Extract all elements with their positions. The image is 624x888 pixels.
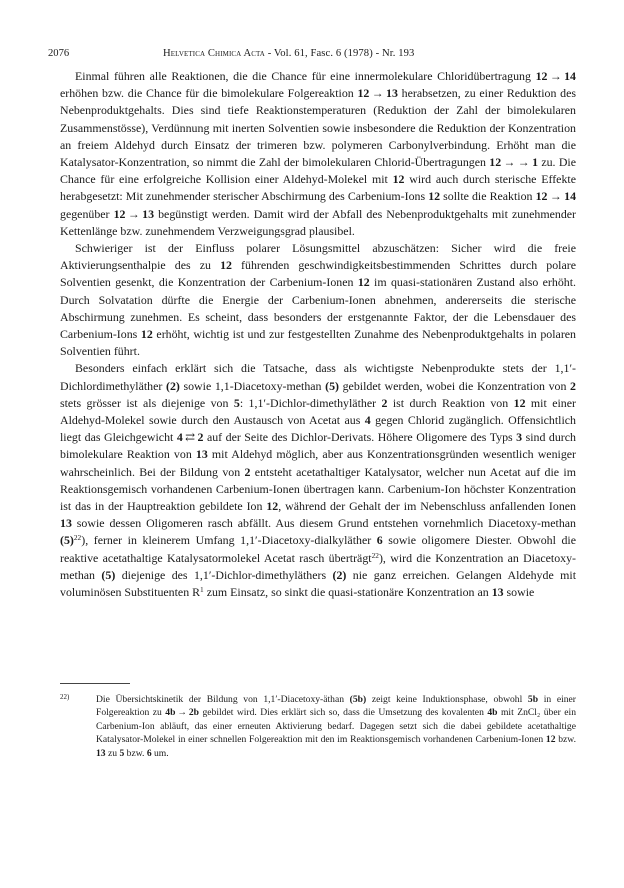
text-run: ⇄ [182,430,198,445]
text-run: wird auch durch sterische Effekte herabgesetzt: Mit zunehmender sterischer Abschirmung des Carbenium-Ions [60,172,576,204]
text-run: zu. Die Chance für eine erfolgreiche Kollision einer Aldehyd-Molekel mit [60,155,576,187]
compound-ref: 6 [146,747,152,759]
compound-ref: 4 [364,413,371,428]
compound-ref: 2 [570,378,576,393]
footnote-rule [60,683,130,684]
compound-ref: 5 [119,747,125,759]
text-run: : 1,1′-Dichlor-dimethyläther [239,395,382,410]
text-run: Einmal führen alle Reaktionen, die die Chance für eine innermolekulare Chloridübertragung [75,69,536,83]
volume-info: - Vol. 61, Fasc. 6 (1978) - Nr. 193 [267,48,415,59]
paragraph [60,360,576,601]
text-run: mit Aldehyd möglich, aber aus Konzentrationsgründen wesentlich weniger wahrscheinlich. Bei der Bildung von [60,447,577,479]
text-run: , während der Gehalt der im Nebenschluss anfallenden Ionen [278,499,576,514]
compound-ref: (5) [101,567,116,582]
footnote-text [96,693,576,760]
text-run: gebildet werden, wobei die Konzentration von [338,378,571,393]
text-run: sollte die Reaktion [440,189,536,204]
compound-ref: 14 [564,189,577,204]
compound-ref: 13 [142,206,155,221]
text-run: → [369,86,387,101]
text-run: bzw. [124,747,147,759]
text-run: entsteht acetathaltiger Katalysator, welcher nun Acetat auf die im Reaktionsgemisch vorhandenen Carbenium-Ionen übertragen kann. Carbenium-Ion höchster Konzentration ist das in der Hauptreaktion gebildete Ion [60,464,576,514]
compound-ref: 12 [266,499,279,514]
text-run: ), wird die Konzentration an Diacetoxy-methan [60,550,577,582]
compound-ref: 12 [489,155,502,170]
compound-ref: 12 [392,172,405,187]
text-run: begünstigt werden. Damit wird der Abfall des Nebenproduktgehalts mit zunehmender Kettenlänge bzw. zunehmendem Verzweigungsgrad plausibel. [60,206,577,238]
compound-ref: (2) [332,567,347,582]
compound-ref: (5b) [349,694,367,705]
text-run: mit einer Aldehyd-Molekel sowie durch den Austausch von Acetat aus [60,395,576,428]
paragraph [60,68,576,240]
journal-citation [163,47,414,61]
text-run: herabsetzen, zu einer Reduktion des Nebenproduktgehalts. Dies sind tiefe Reaktionstemperaturen (Reduktion der Zahl der bimolekularen Zusammenstösse), Verdünnung mit inerten Solventien sowie insbesondere die Reduktion der Konzentration an freiem Aldehyd durch Einsatz der trimeren bzw. polymeren Carbonylverbindung. Erhöht man die Katalysator-Konzentration, so nimmt die Zahl der bimolekularen Chlorid-Übertragungen [60,86,576,170]
compound-ref: 13 [386,86,398,101]
text-run: diejenige des 1,1′-Dichlor-dimethyläthers [115,567,333,582]
compound-ref: 2b [188,707,199,719]
journal-name: Helvetica Chimica Acta [163,48,265,59]
text-run: sind durch bimolekulare Reaktion von [60,430,576,462]
footnote-marker: 22) [60,693,70,701]
paragraph [60,240,576,360]
text-run: zeigt keine Induktionsphase, obwohl [366,694,528,705]
compound-ref: 14 [564,69,576,83]
text-run: in einer Folgereaktion zu [96,694,576,719]
text-run: Schwieriger ist der Einfluss polarer Lösungsmittel abzuschätzen: Sicher wird die freie Aktivierungsenthalpie des zu [60,241,576,273]
text-run: Die Übersichtskinetik der Bildung von 1,1′-Diacetoxy-äthan [96,694,350,705]
text-run: auf der Seite des Dichlor-Derivats. Höhere Oligomere des Typs [203,430,517,445]
compound-ref: 5 [233,395,240,410]
compound-ref: 2 [381,395,388,410]
text-run: bzw. [555,734,576,746]
compound-ref: 4 [176,430,183,445]
compound-ref: 12 [220,258,232,273]
compound-ref: 12 [513,395,526,410]
compound-ref: 12 [357,86,370,101]
compound-ref: 12 [428,189,441,204]
compound-ref: 12 [545,734,556,746]
text-run: gegenüber [60,206,114,221]
running-header [48,47,576,61]
compound-ref: 12 [357,275,370,290]
text-run: → [125,206,143,221]
compound-ref: 13 [60,516,72,531]
text-run: erhöht, wichtig ist und zur festgestellten Zunahme des Nebenproduktgehalts in polaren Solventien führt. [60,327,577,359]
body-text [60,68,576,601]
superscript-ref: 22 [73,533,82,543]
compound-ref: 3 [516,430,523,445]
text-run: gebildet wird. Dies erklärt sich so, dass die Umsetzung des kovalenten [199,707,488,719]
footnote [60,693,576,760]
text-run: ), ferner in kleinerem Umfang 1,1′-Diacetoxy-dialkyläther [81,533,377,548]
text-run: gegen Chlorid zugänglich. Offensichtlich liegt das Gleichgewicht [60,413,576,445]
text-run: stets grösser ist als diejenige von [60,395,234,410]
compound-ref: 13 [96,747,106,759]
compound-ref: 12 [140,327,153,342]
text-run: erhöhen bzw. die Chance für die bimolekulare Folgereaktion [60,86,358,101]
text-run: → [175,707,189,719]
text-run: führenden geschwindigkeitsbestimmenden Schrittes durch polare Solventien gesenkt, die Konzentration der Carbenium-Ionen [60,258,576,290]
compound-ref: 12 [535,69,548,83]
compound-ref: 6 [376,533,383,548]
compound-ref: 2 [244,464,251,479]
text-run: → [547,69,565,83]
text-run: sowie [503,585,535,600]
superscript-ref: 1 [200,585,204,595]
compound-ref: (2) [165,378,180,393]
text-run: sowie oligomere Diester. Obwohl die reaktive acetathaltige Katalysatormolekel Acetat rasch überträgt [60,533,576,565]
superscript-ref: 22 [371,550,379,560]
text-run: sowie dessen Oligomeren rasch abfällt. Aus diesem Grund entstehen vornehmlich Diacetoxy-methan [71,516,576,531]
page-number: 2076 [48,48,70,59]
compound-ref: (5) [325,378,339,393]
compound-ref: 2 [197,430,204,445]
text-run: mit ZnCl₂ über ein Carbenium-Ion abläuft, das einer erneuten Aktivierung bedarf. Dagegen setzt sich die dabei gebildete acetathaltige Katalysator-Molekel in einer schnellen Folgereaktion mit den im Reaktionsgemisch vorhandenen Carbenium-Ionen [96,707,576,746]
text-run: ist durch Reaktion von [387,395,514,410]
compound-ref: (5) [60,533,74,548]
text-run: → [547,189,565,204]
text-run: → → [501,155,533,170]
compound-ref: 1 [532,155,539,170]
compound-ref: 4b [165,707,176,719]
text-run: sowie 1,1-Diacetoxy-methan [179,378,326,393]
compound-ref: 4b [487,707,498,719]
text-run: zum Einsatz, so sinkt die quasi-stationäre Konzentration an [203,585,492,600]
text-run: nie ganz erreichen. Gelangen Aldehyde mit voluminösen Substituenten R [60,567,576,600]
text-run: zu [105,747,120,759]
text-run: Besonders einfach erklärt sich die Tatsache, dass als wichtigste Nebenprodukte stets der 1,1′-Dichlordimethyläther [60,361,576,393]
compound-ref: 13 [195,447,208,462]
compound-ref: 5b [527,694,539,705]
compound-ref: 13 [491,585,504,600]
compound-ref: 12 [113,206,126,221]
compound-ref: 12 [535,189,548,204]
text-run: um. [151,747,169,759]
text-run: im quasi-stationären Zustand also erhöht. Durch Solvatation dürfte die Energie der Carbenium-Ionen abnehmen, andererseits die sterische Abschirmung zunehmen. Es scheint, dass besonders der erstgenannte Faktor, der die Lebensdauer des Carbenium-Ions [60,275,577,342]
